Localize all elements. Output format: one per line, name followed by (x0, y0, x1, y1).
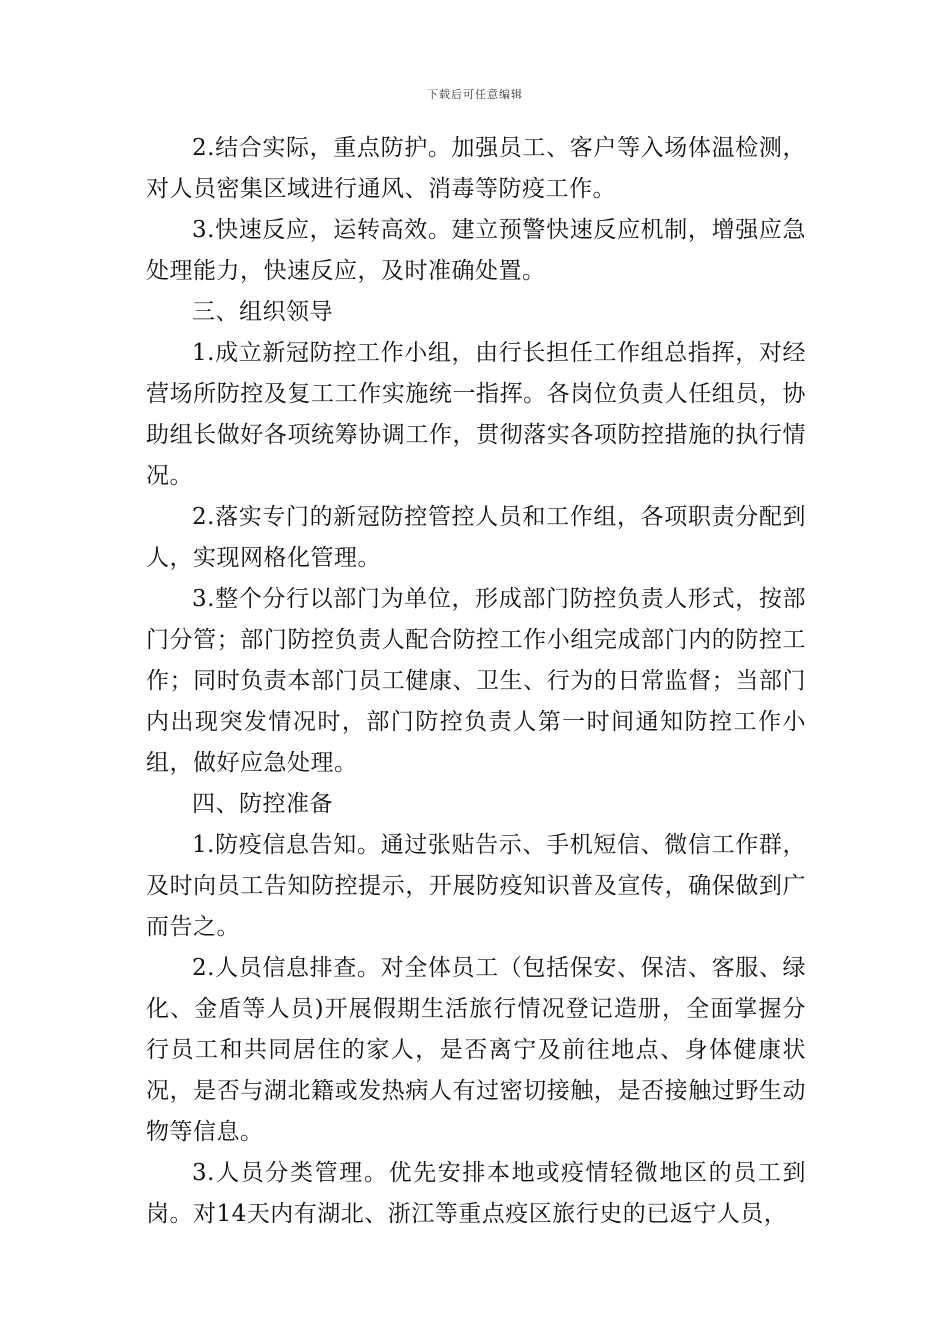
paragraph-8: 2.人员信息排查。对全体员工（包括保安、保洁、客服、绿化、金盾等人员)开展假期生活旅行情况登记造册，全面掌握分行员工和共同居住的家人，是否离宁及前往地点、身体健康状况，是否与湖北籍或发热病人有过密切接触，是否接触过野生动物等信息。 (146, 955, 806, 1145)
section-heading-3: 三、组织领导 (192, 299, 333, 325)
paragraph-7: 1.防疫信息告知。通过张贴告示、手机短信、微信工作群，及时向员工告知防控提示，开展防疫知识普及宣传，确保做到广而告之。 (146, 832, 806, 940)
paragraph-4: 1.成立新冠防控工作小组，由行长担任工作组总指挥，对经营场所防控及复工工作实施统一指挥。各岗位负责人任组员，协助组长做好各项统筹协调工作，贯彻落实各项防控措施的执行情况。 (146, 340, 806, 489)
paragraph-2: 3.快速反应，运转高效。建立预警快速反应机制，增强应急处理能力，快速反应，及时准确处置。 (146, 217, 806, 284)
paragraph-6: 3.整个分行以部门为单位，形成部门防控负责人形式，按部门分管；部门防控负责人配合防控工作小组完成部门内的防控工作；同时负责本部门员工健康、卫生、行为的日常监督；当部门内出现突发情况时，部门防控负责人第一时间通知防控工作小组，做好应急处理。 (146, 586, 806, 776)
paragraph-5: 2.落实专门的新冠防控管控人员和工作组，各项职责分配到人，实现网格化管理。 (146, 504, 806, 571)
paragraph-9: 3.人员分类管理。优先安排本地或疫情轻微地区的员工到岗。对14天内有湖北、浙江等重点疫区旅行史的已返宁人员， (146, 1160, 806, 1227)
paragraph-1: 2.结合实际，重点防护。加强员工、客户等入场体温检测，对人员密集区域进行通风、消毒等防疫工作。 (146, 135, 806, 202)
section-heading-4: 四、防控准备 (192, 791, 333, 817)
page-header: 下载后可任意编辑 (427, 88, 523, 101)
document-body (146, 128, 806, 1235)
